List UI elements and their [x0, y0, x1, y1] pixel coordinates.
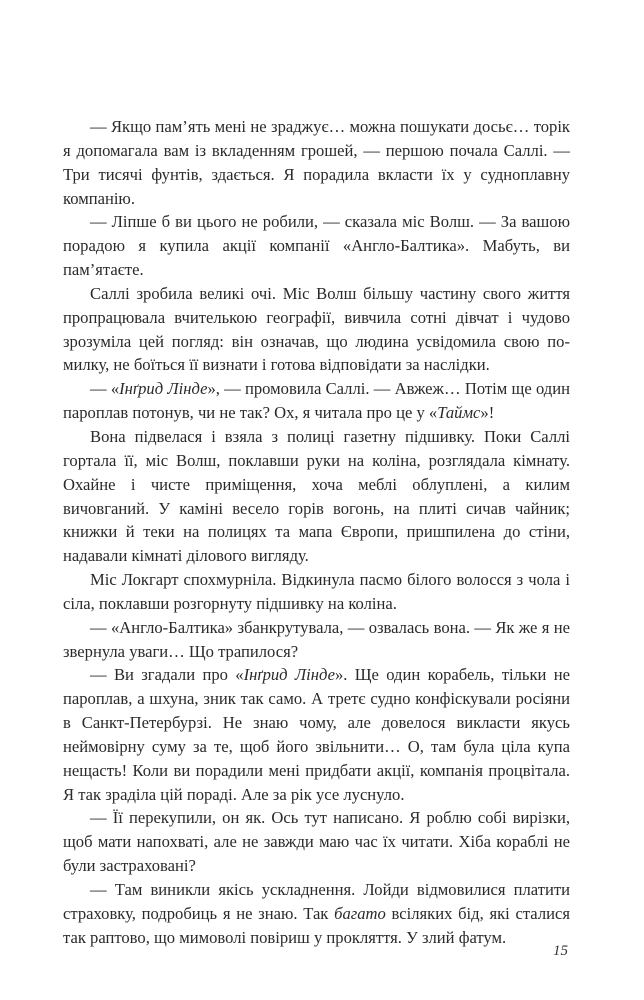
italic-text: Інґрид Лінде: [119, 379, 208, 399]
paragraph: [63, 425, 570, 568]
paragraph: [63, 115, 570, 210]
text-run: », — промовила Саллі. — Авжеж… Потім ще один пароплав потонув, чи не так? Ох, я читала про це у «: [63, 379, 570, 423]
italic-text: Таймс: [437, 403, 481, 423]
text-run: — «: [90, 379, 120, 399]
paragraph: [63, 878, 570, 950]
text-run: всіляких бід, які сталися так раптово, що мимоволі повіриш у прокляття. У злий фатум.: [63, 903, 570, 947]
text-run: Вона підвелася і взяла з полиці газетну підшивку. Поки Саллі гортала її, міс Волш, поклавши руки на коліна, розглядала кімнату. Охайне і чисте приміщення, хоча меблі облуплені, а килим вичовганий. У каміні весело горів вогонь, на плиті сичав чайник; книжки й теки на полицях та мапа Європи, пришпилена до стіни, надавали кімнаті ділового вигляду.: [63, 426, 570, 566]
text-run: — Ліпше б ви цього не робили, — сказала міс Волш. — За вашою порадою я купила акції компанії «Англо-Балтика». Мабуть, ви пам’ятаєте.: [63, 212, 570, 280]
text-run: — Її перекупили, он як. Ось тут написано. Я роблю собі вирізки, щоб мати напохваті, але не завжди маю час їх читати. Хіба кораблі не були застраховані?: [63, 808, 570, 876]
text-run: »!: [480, 403, 495, 423]
paragraph: [63, 210, 570, 282]
italic-text: Інґрид Лінде: [243, 665, 335, 685]
text-run: — Ви згадали про «: [90, 665, 244, 685]
paragraph: [63, 616, 570, 664]
page-body: [63, 115, 570, 950]
text-run: — Там виникли якісь ускладнення. Лойди відмовилися платити страховку, подробиць я не знаю. Так: [63, 880, 570, 923]
text-run: Міс Локгарт спохмурніла. Відкинула пасмо білого волосся з чола і сіла, поклавши розгорнуту підшивку на коліна.: [63, 570, 570, 613]
page-number: 15: [553, 943, 568, 959]
paragraph: [63, 282, 570, 377]
text-run: ». Ще один корабель, тільки не пароплав, а шхуна, зник так само. А третє судно конфіскували росіяни в Санкт-Петербурзі. Не знаю чому, але довелося викласти якусь неймовірну суму за те, щоб його звільнити… О, там була ціла купа нещасть! Коли ви порадили мені придбати акції, компанія процвітала. Я так зраділа цій пораді. Але за рік усе луснуло.: [63, 665, 570, 804]
paragraph: [63, 568, 570, 616]
paragraph: [63, 377, 570, 425]
text-run: Саллі зробила великі очі. Міс Волш більшу частину свого життя пропрацювала вчителькою географії, вивчила сотні дівчат і чудово зрозуміла цей погляд: він означав, що людина усвідомила свою помилку, не боїться її визнати і готова відповідати за наслідки.: [63, 283, 570, 375]
text-run: — «Англо-Балтика» збанкрутувала, — озвалась вона. — Як же я не звернула уваги… Що трапилося?: [63, 617, 570, 661]
italic-text: багато: [334, 903, 386, 923]
paragraph: [63, 806, 570, 878]
paragraph: [63, 663, 570, 806]
text-run: — Якщо пам’ять мені не зраджує… можна пошукати досьє… торік я допомагала вам із вкладенням грошей, — першою почала Саллі. — Три тисячі фунтів, здається. Я порадила вкласти їх у судноплавну компанію.: [63, 117, 570, 208]
